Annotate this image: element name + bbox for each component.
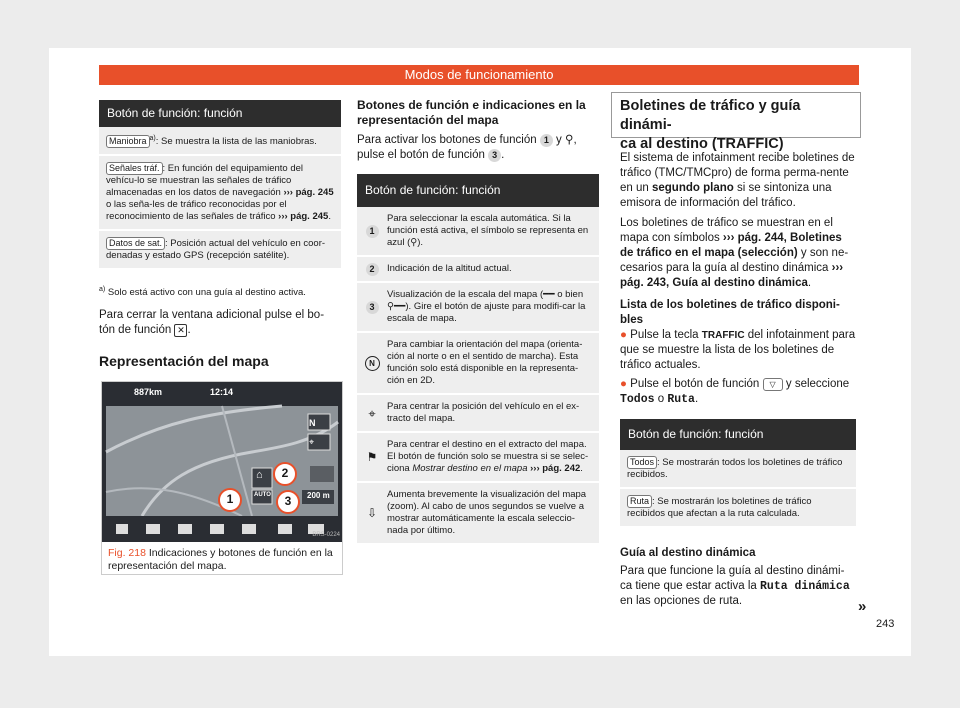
row-text: Para seleccionar la escala automática. Si la función está activa, el símbolo se representa en azul (⚲). (387, 213, 589, 248)
nav-map-figure (102, 382, 342, 542)
callout-1: 1 (226, 492, 234, 506)
close-text: tón de función (99, 324, 172, 337)
footnote-mark: a) (99, 286, 106, 294)
intro-text: pulse el botón de función (357, 149, 485, 161)
text: Pulse el botón de función (630, 378, 760, 390)
row-text: : Posición actual del vehículo en coor-denadas y estado GPS (recepción satélite). (106, 238, 326, 262)
zoom-button[interactable]: ⌂ (256, 469, 263, 481)
option-label: Ruta dinámica (760, 580, 850, 593)
row-text: Indicación de la altitud actual. (387, 263, 512, 274)
table-row (99, 231, 341, 270)
compass-button[interactable]: N (309, 418, 316, 428)
text: y son ne-cesarios para la guía al destino dinámica (620, 247, 849, 274)
row-text: : En función del equipamiento del vehícu-lo se muestran las señales de tráfico almacenadas en los datos de navegación (106, 163, 304, 199)
traffic-key: TRAFFIC (701, 330, 745, 341)
callout-3: 3 (284, 494, 292, 508)
text: en las opciones de ruta. (620, 595, 743, 607)
caption-text: Indicaciones y botones de función en la representación del mapa. (108, 547, 333, 572)
middle-intro: Para activar los botones de función 1 y ⚲, pulse el botón de función 3 . (357, 134, 577, 161)
callout-icon-1: 1 (366, 225, 379, 238)
center-position-button[interactable]: ⌖ (309, 437, 315, 447)
page-header: Modos de funcionamiento (99, 65, 859, 85)
table-row (357, 207, 599, 257)
intro-text: . (501, 149, 505, 161)
datos-sat-button-label: Datos de sat. (106, 237, 165, 250)
maniobra-button-label: Maniobra (106, 135, 150, 148)
text: . (694, 393, 699, 405)
destination-flag-icon: ⚑ (366, 449, 378, 464)
senales-button-label: Señales tráf. (106, 162, 163, 175)
close-text: . (187, 324, 191, 337)
row-text-part: . (580, 463, 583, 474)
text: El sistema de infotainment recibe boletines de tráfico (TMC/TMCpro) de forma perma-nente en un (620, 152, 855, 194)
footnote-text: Solo está activo con una guía al destino activa. (107, 287, 306, 299)
table-row (357, 283, 599, 333)
center-position-icon: ⌖ (368, 405, 376, 421)
intro-text: y (556, 134, 562, 146)
zoom-arrow-icon: ⇩ (366, 505, 378, 520)
filter-button-label: ▽ (763, 378, 783, 391)
close-instructions (99, 308, 341, 338)
row-text: : Se mostrarán todos los boletines de tráfico recibidos. (627, 457, 843, 480)
section-title: Representación del mapa (99, 353, 269, 370)
page-number: 243 (876, 618, 895, 630)
paragraph (620, 216, 856, 291)
row-text: Aumenta brevemente la visualización del mapa (zoom). Al cabo de unos segundos se vuelve a mostrar automáticamente la escala seleccio-nada por último. (387, 489, 587, 536)
paragraph (620, 151, 856, 211)
option-label: Ruta (667, 393, 695, 406)
page-link[interactable]: ››› pág. 242 (530, 463, 581, 474)
row-text: Visualización de la escala del mapa (━━ o bien ⚲━━). Gire el botón de ajuste para modifi-car la escala de mapa. (387, 289, 586, 324)
auto-scale-button[interactable]: AUTO (254, 492, 271, 498)
text: Los boletines de tráfico se muestran en el mapa con símbolos (620, 217, 833, 244)
text: . (807, 277, 812, 289)
table-row (357, 257, 599, 283)
close-icon: ✕ (174, 324, 187, 337)
right-column (620, 151, 856, 609)
figure-code: BRS-0224 (312, 532, 340, 538)
figure-caption (108, 547, 338, 573)
text: si se sintoniza una emisora de información del tráfico. (620, 182, 832, 209)
subheading: Lista de los boletines de tráfico disponi-bles (620, 299, 840, 326)
row-text (387, 433, 599, 481)
bullet-item (620, 377, 856, 407)
time-readout: 12:14 (210, 387, 234, 397)
close-text: Para cerrar la ventana adicional pulse el bo- (99, 309, 325, 322)
page-link[interactable]: ››› pág. 245 (278, 211, 329, 223)
middle-table-title: Botón de función: función (357, 174, 599, 207)
text: y seleccione (785, 378, 850, 390)
callout-ref: 3 (488, 149, 501, 162)
bullet-item (620, 328, 856, 373)
zoom-icon: ⚲ (565, 134, 574, 146)
row-text: Para cambiar la orientación del mapa (orienta-ción al norte o en el sentido de marcha). Esta función solo está disponible en la representa-ción en 2D. (387, 339, 583, 386)
intro-text: Para activar los botones de función (357, 134, 537, 146)
title-line: Boletines de tráfico y guía dinámi- (620, 98, 801, 133)
footnote (99, 284, 341, 299)
ruta-button-label: Ruta (627, 495, 652, 508)
paragraph (620, 564, 856, 609)
text: Para que funcione la guía al destino dinámi-ca tiene que estar activa la (620, 565, 845, 592)
callout-2: 2 (281, 466, 289, 480)
table-row (357, 433, 599, 483)
option-label: Todos (620, 393, 655, 406)
row-text: . (328, 211, 331, 223)
footnote-ref: a) (149, 135, 156, 142)
table-row (357, 395, 599, 433)
figure-number: Fig. 218 (108, 547, 146, 559)
left-column (99, 100, 341, 369)
text: o (657, 393, 665, 405)
text: del infotainment para que se muestre la lista de los boletines de tráfico actuales. (620, 329, 856, 371)
heading-line: Botones de función e indicaciones en la (357, 98, 586, 112)
table-row (357, 483, 599, 545)
todos-button-label: Todos (627, 456, 657, 469)
text-bold: segundo plano (651, 182, 734, 194)
page-link[interactable]: ››› pág. 245 (283, 187, 334, 199)
continue-mark: » (858, 598, 867, 615)
table-row (99, 127, 341, 156)
scale-readout: 200 m (307, 491, 330, 500)
table-row (620, 489, 856, 528)
menu-option-ref: Mostrar destino en el mapa (412, 463, 528, 474)
bullet-icon: ● (620, 378, 627, 390)
row-text: : Se mostrarán los boletines de tráfico recibidos que afectan a la ruta calculada. (627, 496, 812, 519)
right-table-title: Botón de función: función (620, 419, 856, 450)
page-link[interactable]: ››› pág. 244, Boletines de tráfico en el mapa (selección) (620, 232, 842, 259)
bullet-icon: ● (620, 329, 627, 341)
middle-heading (357, 98, 599, 128)
right-title (620, 97, 856, 154)
heading-line: representación del mapa (357, 113, 499, 127)
left-table-title: Botón de función: función (99, 100, 341, 127)
page-link[interactable]: ››› pág. 243, Guía al destino dinámica (620, 262, 844, 289)
callout-icon-2: 2 (366, 263, 379, 276)
middle-column (357, 98, 599, 545)
table-row (99, 156, 341, 231)
table-row (357, 333, 599, 395)
subheading: Guía al destino dinámica (620, 547, 756, 559)
title-line: ca al destino (TRAFFIC) (620, 136, 784, 152)
row-text: : Se muestra la lista de las maniobras. (155, 136, 317, 148)
callout-icon-3: 3 (366, 301, 379, 314)
figure-frame (101, 381, 343, 575)
row-text: Para centrar la posición del vehículo en el ex-tracto del mapa. (387, 401, 580, 424)
row-text-part: Para centrar el destino en el extracto del mapa. El botón de función solo se muestra si se selec-ciona (387, 439, 589, 474)
distance-readout: 887km (134, 387, 163, 397)
compass-icon: N (365, 356, 380, 371)
callout-ref: 1 (540, 134, 553, 147)
text: Pulse la tecla (630, 329, 699, 341)
table-row (620, 450, 856, 489)
row-text: o las seña-les de tráfico reconocidas por el reconocimiento de las señales de tráfico (106, 199, 287, 223)
